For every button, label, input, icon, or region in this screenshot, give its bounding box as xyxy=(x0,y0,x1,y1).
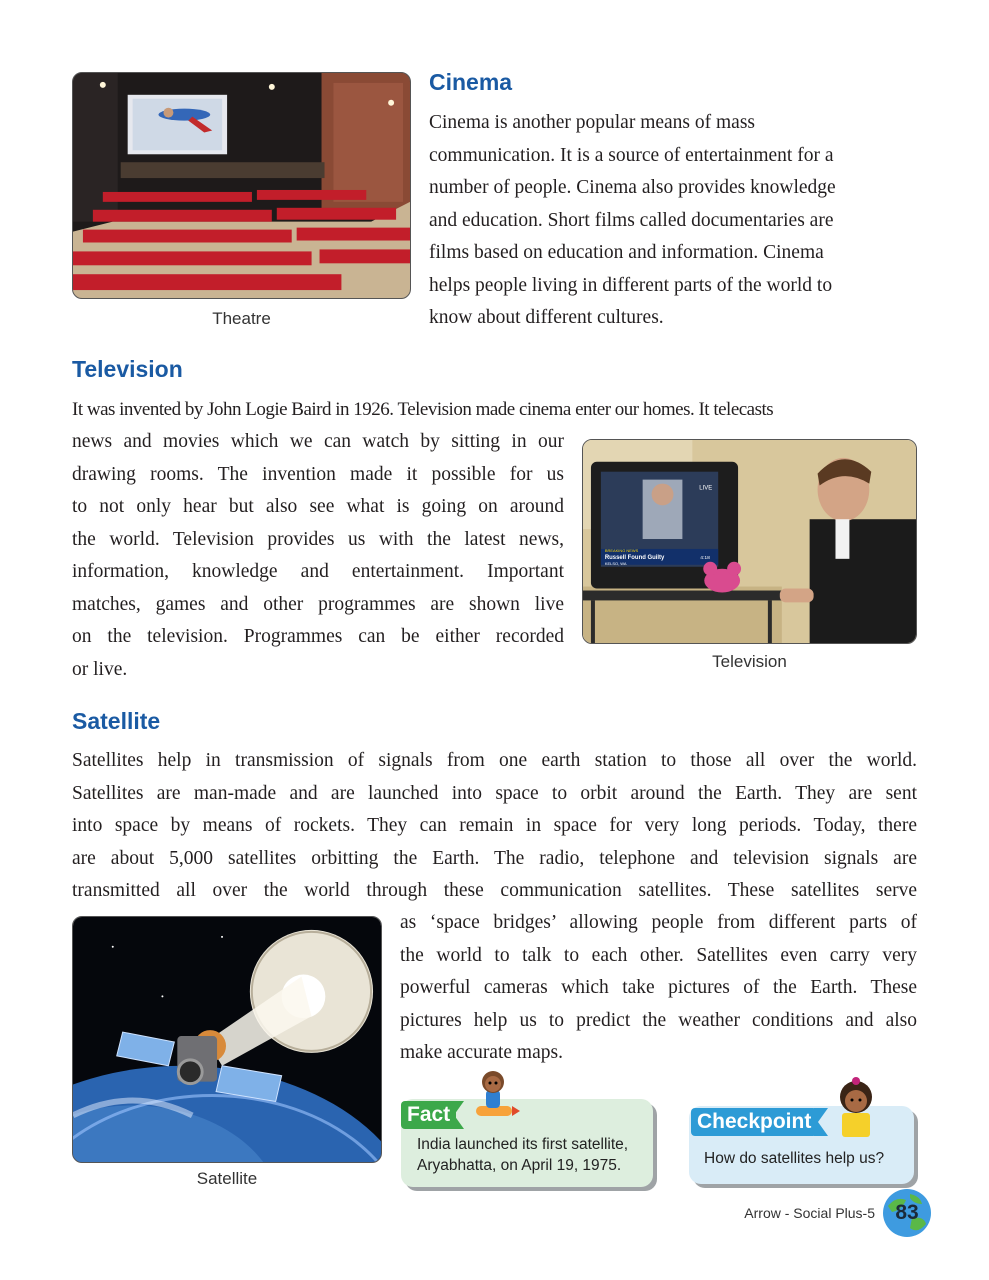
text-line: know about different cultures. xyxy=(429,307,664,328)
text-line: Satellites are man-made and are launched into space to orbit around the Earth. They are sent xyxy=(72,782,917,804)
text-line: powerful cameras which take pictures of the Earth. These xyxy=(400,977,917,998)
text-line: the world. Television provides us with the latest news, xyxy=(72,528,564,550)
television-caption: Television xyxy=(712,652,787,671)
text-line: or live. xyxy=(72,658,128,680)
text-line: make accurate maps. xyxy=(400,1042,563,1063)
text-line: matches, games and other programmes are shown live xyxy=(72,593,564,615)
text-line: helps people living in different parts of the world to xyxy=(429,274,833,296)
text-line: pictures help us to predict the weather conditions and also xyxy=(400,1009,917,1031)
text-line: number of people. Cinema also provides knowledge xyxy=(429,177,836,198)
checkpoint-label: Checkpoint xyxy=(691,1108,817,1136)
text-line: communication. It is a source of entertainment for a xyxy=(429,144,834,166)
tv-time-text: 4:18 xyxy=(700,555,710,561)
text-line: Satellites help in transmission of signals from one earth station to those all over the world. xyxy=(72,750,917,771)
satellite-photo xyxy=(72,916,382,1163)
cinema-paragraph xyxy=(429,107,919,335)
tv-breaking-text: BREAKING NEWS xyxy=(604,547,639,553)
checkpoint-question: How do satellites help us? xyxy=(704,1150,885,1167)
text-line: drawing rooms. The invention made it possible for us xyxy=(72,463,564,485)
theatre-caption: Theatre xyxy=(212,309,271,328)
book-title: Arrow - Social Plus-5 xyxy=(744,1205,875,1221)
satellite-paragraph-side xyxy=(400,907,917,1070)
television-heading: Television xyxy=(72,356,183,382)
text-line: Cinema is another popular means of mass xyxy=(429,112,756,133)
checkpoint-arrow-icon xyxy=(814,1108,832,1136)
girl-icon xyxy=(836,1075,876,1137)
text-line: as ‘space bridges’ allowing people from different parts of xyxy=(400,912,917,933)
satellite-heading: Satellite xyxy=(72,708,161,734)
text-line: films based on education and information. Cinema xyxy=(429,242,824,263)
text-line: on the television. Programmes can be either recorded xyxy=(72,626,564,647)
fact-arrow-icon xyxy=(450,1101,468,1129)
text-line: information, knowledge and entertainment. Important xyxy=(72,561,564,582)
tv-live-text: LIVE xyxy=(699,485,713,492)
television-photo xyxy=(582,439,917,644)
television-first-line: It was invented by John Logie Baird in 1926. Television made cinema enter our homes. It telecasts xyxy=(72,399,774,420)
tv-headline-text: Russell Found Guilty xyxy=(604,554,665,561)
satellite-caption: Satellite xyxy=(196,1169,258,1188)
television-paragraph xyxy=(72,426,564,686)
boy-on-rocket-icon xyxy=(470,1068,520,1123)
text-line: to not only hear but also see what is going on around xyxy=(72,496,564,517)
satellite-paragraph-full xyxy=(72,745,917,908)
text-line: news and movies which we can watch by sitting in our xyxy=(72,431,564,452)
text-line: are about 5,000 satellites orbitting the Earth. The radio, telephone and television signals are xyxy=(72,847,917,869)
fact-label: Fact xyxy=(401,1101,456,1129)
text-line: the world to talk to each other. Satellites even carry very xyxy=(400,944,917,966)
tv-location-text: KELSO, WA xyxy=(604,560,627,566)
text-line: transmitted all over the world through these communication satellites. These satellites serve xyxy=(72,880,917,901)
page-number: 83 xyxy=(895,1201,919,1224)
text-line: into space by means of rockets. They can remain in space for very long periods. Today, there xyxy=(72,815,917,836)
fact-text: India launched its first satellite, Aryabhatta, on April 19, 1975. xyxy=(417,1136,629,1174)
text-line: and education. Short films called documentaries are xyxy=(429,209,834,231)
theatre-photo xyxy=(72,72,411,299)
cinema-heading: Cinema xyxy=(429,69,513,95)
